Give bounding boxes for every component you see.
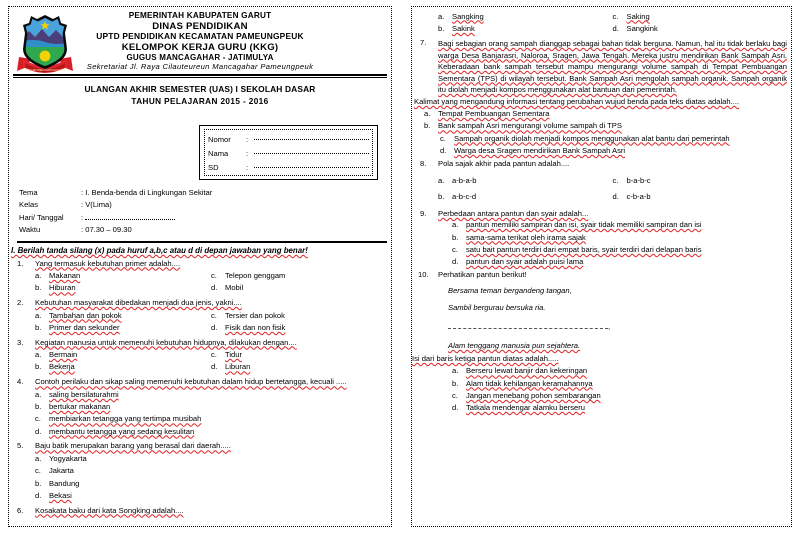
option-text: Liburan xyxy=(225,362,251,372)
question-text: Kegiatan manusia untuk memenuhi kebutuhan hidupnya, dilakukan dengan.... xyxy=(35,337,297,347)
exam-title: ULANGAN AKHIR SEMESTER (UAS) I SEKOLAH DASAR xyxy=(84,83,316,94)
option-text: Bekerja xyxy=(49,362,75,372)
meta-value-tanggal: : xyxy=(81,212,381,224)
option-text: a-b-c-d xyxy=(452,192,477,202)
option-text: sama-sama terikat oleh irama sajak xyxy=(466,232,586,242)
identity-field-sd[interactable] xyxy=(254,158,369,168)
identity-field-nama[interactable] xyxy=(254,144,369,154)
option[interactable] xyxy=(452,219,787,231)
question-text: Pola sajak akhir pada pantun adalah.... xyxy=(438,159,570,169)
pantun-line-2: Sambil bergurau bersuka ria. xyxy=(448,302,546,312)
option[interactable] xyxy=(35,270,211,282)
questions-left-column xyxy=(9,246,387,516)
option-group xyxy=(35,310,387,335)
option[interactable] xyxy=(613,23,788,35)
option-text: Fisik dan non fisik xyxy=(225,322,286,332)
letterhead-line-2: DINAS PENDIDIKAN xyxy=(152,20,248,32)
option-group xyxy=(35,270,387,295)
instruction-text: I. Berilah tanda silang (x) pada huruf a,b,c atau d di depan jawaban yang benar! xyxy=(11,246,308,255)
option-group xyxy=(438,365,787,414)
option[interactable] xyxy=(613,189,788,205)
svg-text:TATA TENTREM KERTA RAHARJA: TATA TENTREM KERTA RAHARJA xyxy=(24,69,66,72)
meta-row-waktu xyxy=(19,224,381,236)
option-text: Alam tidak kehilangan keramahannya xyxy=(466,378,593,388)
identity-label-sd: SD xyxy=(208,162,219,172)
question-item xyxy=(9,297,387,334)
exam-academic-year: TAHUN PELAJARAN 2015 - 2016 xyxy=(131,96,269,106)
question-item xyxy=(9,376,387,438)
question-number: 2. xyxy=(17,298,24,308)
option-text: Bank sampah Asri mengurangi volume sampah di TPS xyxy=(438,121,622,131)
option-group xyxy=(412,108,787,157)
meta-value-kelas: : V(Lima) xyxy=(81,200,112,210)
option-letter: a. xyxy=(35,310,42,320)
option[interactable] xyxy=(35,322,211,334)
option[interactable] xyxy=(35,401,387,413)
option[interactable] xyxy=(35,478,169,490)
option-letter: b. xyxy=(35,283,42,293)
option-letter: a. xyxy=(438,11,445,21)
option-text: Sangkink xyxy=(626,23,658,33)
option-letter: b. xyxy=(35,402,42,412)
question-stem: Kalimat yang mengandung informasi tentang perubahan wujud benda pada teks diatas adalah.... xyxy=(414,96,740,106)
option[interactable] xyxy=(35,413,387,425)
option-text: Telepon genggam xyxy=(225,271,286,280)
option-letter: c. xyxy=(452,244,458,254)
option-text: saling bersilaturahmi xyxy=(49,389,119,399)
meta-label-kelas: Kelas xyxy=(19,200,38,210)
question-item xyxy=(9,258,387,295)
meta-label-tanggal: Hari/ Tanggal xyxy=(19,212,64,222)
option-text: Bermain xyxy=(49,350,78,360)
option-text: membantu tetangga yang sedang kesulitan xyxy=(49,426,195,436)
letterhead xyxy=(9,7,391,72)
page-left xyxy=(8,6,392,527)
option-letter: c. xyxy=(612,176,619,186)
option-text: Bekasi xyxy=(49,490,72,500)
option-text: Tersier dan pokok xyxy=(225,310,285,320)
option-letter: b. xyxy=(35,322,42,332)
question-text: Yang termasuk kebutuhan primer adalah.... xyxy=(35,258,181,268)
option-letter: a. xyxy=(35,271,42,280)
option-letter: d. xyxy=(211,322,218,332)
option-text: bertukar makanan xyxy=(49,402,111,412)
option-text: pantun dan syair adalah puisi lama xyxy=(466,257,584,267)
question-item xyxy=(9,440,387,502)
option-letter: c. xyxy=(211,350,217,360)
question-text: Baju batik merupakan barang yang berasal dari daerah..... xyxy=(35,441,231,451)
meta-dots-tanggal xyxy=(85,212,175,220)
option-group-q6-continued xyxy=(412,11,787,36)
option-letter: c. xyxy=(35,466,41,476)
option-text: b-a-b-c xyxy=(626,176,651,186)
option-letter: d. xyxy=(612,192,619,202)
option[interactable] xyxy=(211,282,387,294)
option-letter: b. xyxy=(452,378,459,388)
option[interactable] xyxy=(438,11,613,23)
option-letter: b. xyxy=(35,478,42,488)
garut-coat-of-arms-icon xyxy=(15,9,75,81)
option-letter: a. xyxy=(424,109,431,119)
question-number: 7. xyxy=(420,38,427,48)
option-text: Tatkala mendengar alamku berseru xyxy=(466,403,586,413)
letterhead-line-3: UPTD PENDIDIKAN KECAMATAN PAMEUNGPEUK xyxy=(96,30,304,41)
meta-row-kelas xyxy=(19,199,381,211)
page-right xyxy=(411,6,792,527)
option-text: membiarkan tetangga yang tertimpa musibah xyxy=(49,414,202,424)
option-letter: a. xyxy=(35,350,42,360)
option[interactable] xyxy=(452,232,787,244)
pantun-blank-rule xyxy=(448,321,608,329)
question-text: Perhatikan pantun berikut! xyxy=(438,270,527,280)
question-stem: Isi dari baris ketiga pantun diatas adalah..... xyxy=(412,353,559,363)
option[interactable] xyxy=(211,361,387,373)
option[interactable] xyxy=(452,256,787,268)
option[interactable] xyxy=(211,322,387,334)
option[interactable] xyxy=(35,310,211,322)
option[interactable] xyxy=(438,173,613,189)
option-text: Saking xyxy=(626,11,650,21)
option-text: Yogyakarta xyxy=(49,453,87,463)
option[interactable] xyxy=(35,490,281,502)
option-text: Sangking xyxy=(452,11,484,21)
option[interactable] xyxy=(35,349,211,361)
option[interactable] xyxy=(35,453,169,465)
option[interactable] xyxy=(35,282,211,294)
question-text: Kosakata baku dari kata Songking adalah.... xyxy=(35,505,184,515)
option-group xyxy=(35,349,387,374)
question-list-left xyxy=(9,258,387,516)
option-letter: a. xyxy=(452,366,459,376)
option[interactable] xyxy=(424,145,787,157)
option-letter: a. xyxy=(438,176,445,186)
option-letter: b. xyxy=(35,362,42,372)
meta-row-tema xyxy=(19,187,381,199)
option-text: pantun memiliki sampiran dan isi, syair tidak memiliki sampiran dan isi xyxy=(466,220,702,230)
option-text: Hiburan xyxy=(49,283,76,293)
option[interactable] xyxy=(35,465,281,477)
question-text: Perbedaan antara pantun dan syair adalah... xyxy=(438,209,589,219)
option[interactable] xyxy=(438,189,613,205)
option-letter: d. xyxy=(612,23,619,33)
option-letter: d. xyxy=(452,403,459,413)
meta-label-tema: Tema xyxy=(19,188,38,197)
pantun-line-3-blank[interactable]: , xyxy=(448,321,787,333)
option-letter: b. xyxy=(424,121,431,131)
option[interactable] xyxy=(424,108,787,120)
question-paragraph: Bagi sebagian orang sampah dianggap sebagai bahan tidak berguna. Namun, hal itu tidak berlaku bagi warga Desa Banjarasri, Naloroa, Sragen, Jawa Tengah. Mereka justru mendirikan Bank Sampah Asri. Keberadaan bank sampah tersebut mampu mengurangi volume sampah di Tempat Pembuangan Sementara (TPS) di wilayah tersebut. Bank Sampah Asri mengolah sampah organik. Sampah organik itu diolah menjadi kompos menggunakan alat bantuan dari pemerintah. xyxy=(438,39,787,95)
option-text: satu bait pantun terdiri dari empat baris, syair terdiri dari delapan baris xyxy=(466,244,702,254)
pantun-line-4: Alam tenggang manusia pun sejahtera. xyxy=(448,340,581,350)
question-number: 9. xyxy=(420,209,427,219)
question-item xyxy=(9,337,387,374)
option[interactable] xyxy=(424,133,787,145)
option-letter: d. xyxy=(35,490,42,500)
option-text: Tambahan dan pokok xyxy=(49,310,122,320)
meta-separator-rule xyxy=(17,241,387,243)
question-item-8 xyxy=(412,159,787,205)
option-letter: d. xyxy=(35,426,42,436)
option-letter: b. xyxy=(438,23,445,33)
meta-value-tema: : I. Benda-benda di Lingkungan Sekitar xyxy=(81,188,213,197)
option-letter: a. xyxy=(35,453,42,463)
question-item xyxy=(9,505,387,516)
identity-colon-nomor: : xyxy=(246,135,249,144)
option[interactable] xyxy=(452,378,787,390)
option[interactable] xyxy=(452,390,787,402)
meta-label-waktu: Waktu xyxy=(19,224,41,234)
identity-field-nomor[interactable] xyxy=(254,130,369,140)
meta-value-waktu: : 07.30 – 09.30 xyxy=(81,224,132,234)
option[interactable] xyxy=(211,349,387,361)
identity-row-sd xyxy=(208,160,369,174)
option-group xyxy=(35,389,387,438)
option-group xyxy=(35,453,387,502)
question-number: 1. xyxy=(17,258,24,268)
option[interactable] xyxy=(613,173,788,189)
option-letter: b. xyxy=(438,192,445,202)
option-text: Tidur xyxy=(225,350,243,360)
identity-colon-nama: : xyxy=(246,148,249,158)
option[interactable] xyxy=(211,270,387,282)
option-text: Jakarta xyxy=(49,466,74,476)
question-text: Kebutuhan masyarakat dibedakan menjadi dua jenis, yakni.... xyxy=(35,298,242,308)
option[interactable] xyxy=(438,23,613,35)
question-number: 5. xyxy=(17,441,24,451)
letterhead-secretariat: Sekretariat Jl. Raya Cilauteureun Mancagahar Pameungpeuk xyxy=(86,61,314,71)
option-text: Berseru lewat banjir dan kekeringan xyxy=(466,366,588,376)
option-text: Primer dan sekunder xyxy=(49,322,120,332)
identity-box xyxy=(199,125,378,180)
question-number: 3. xyxy=(17,337,24,347)
letterhead-line-4: KELOMPOK KERJA GURU (KKG) xyxy=(121,41,279,53)
option-text: c-b-a-b xyxy=(626,192,651,202)
option-letter: c. xyxy=(211,310,217,320)
option-text: Bandung xyxy=(49,478,80,488)
option-letter: d. xyxy=(440,146,447,156)
option-text: Sampah organik diolah menjadi kompos menggunakan alat bantu dari pemerintah xyxy=(454,133,730,143)
option[interactable] xyxy=(452,244,787,256)
pantun-line-1: Bersama teman bergandeng tangan, xyxy=(448,286,572,296)
question-item-9 xyxy=(412,209,787,268)
letterhead-line-5: GUGUS MANCAGAHAR - JATIMULYA xyxy=(126,53,274,63)
identity-label-nama: Nama xyxy=(208,148,229,158)
option[interactable] xyxy=(613,11,788,23)
option-text: a-b-a-b xyxy=(452,176,477,186)
option[interactable] xyxy=(452,365,787,377)
letterhead-line-1: PEMERINTAH KABUPATEN GARUT xyxy=(128,11,272,20)
identity-label-nomor: Nomor xyxy=(208,135,231,144)
option-letter: d. xyxy=(211,283,218,293)
option-text: Sakink xyxy=(452,23,475,33)
option-letter: c. xyxy=(211,271,217,280)
option-letter: d. xyxy=(452,257,459,267)
option-text: Makanan xyxy=(49,271,81,280)
option-letter: c. xyxy=(35,414,41,424)
option-letter: a. xyxy=(452,220,459,230)
option[interactable] xyxy=(35,426,387,438)
option-text: Warga desa Sragen mendirikan Bank Sampah Asri xyxy=(454,146,626,156)
identity-colon-sd: : xyxy=(246,162,249,172)
option-letter: c. xyxy=(452,390,458,400)
option[interactable] xyxy=(424,120,787,132)
question-number: 4. xyxy=(17,377,24,387)
option-group xyxy=(438,219,787,268)
option[interactable] xyxy=(35,361,211,373)
option-letter: a. xyxy=(35,389,42,399)
option[interactable] xyxy=(452,402,787,414)
option-letter: d. xyxy=(211,362,218,372)
question-text: Contoh perilaku dan sikap saling memenuhi kebutuhan dalam hidup bertetangga, kecuali ..... xyxy=(35,377,347,387)
option-letter: c. xyxy=(440,133,446,143)
option-group xyxy=(438,173,787,205)
meta-row-tanggal xyxy=(19,212,381,224)
question-number: 6. xyxy=(17,505,24,515)
option[interactable] xyxy=(35,389,387,401)
exam-meta xyxy=(19,187,381,236)
question-number: 8. xyxy=(420,159,427,169)
option[interactable] xyxy=(211,310,387,322)
questions-right-column xyxy=(412,9,787,415)
option-text: Tempat Pembuangan Sementara xyxy=(438,109,550,119)
option-text: Mobil xyxy=(225,283,244,293)
question-item-7 xyxy=(412,38,787,157)
question-number: 10. xyxy=(418,270,429,280)
option-text: Jangan menebang pohon sembarangan xyxy=(466,390,601,400)
pantun-block xyxy=(438,285,787,352)
option-letter: c. xyxy=(612,11,619,21)
option-letter: b. xyxy=(452,232,459,242)
question-item-10 xyxy=(412,270,787,414)
